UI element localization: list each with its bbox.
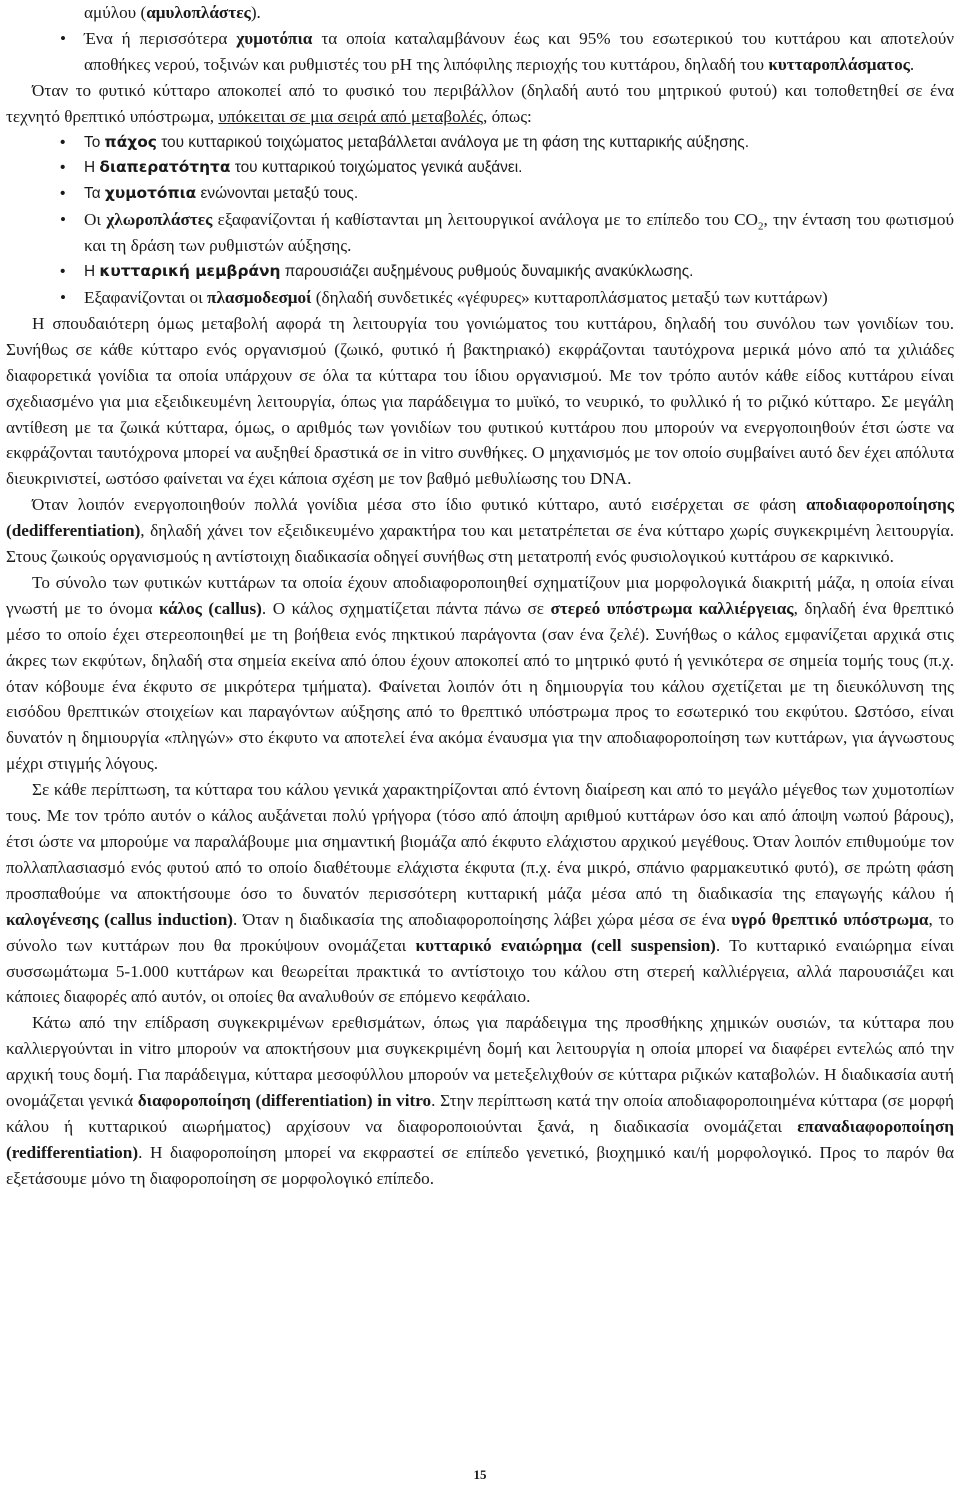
term-vacuoles: χυμοτόπια [236, 28, 313, 48]
term-dedifferentiation: αποδιαφοροποίησης (dedifferentiation) [6, 495, 954, 541]
paragraph-text: Το σύνολο των φυτικών κυττάρων τα οποία έχουν αποδιαφοροποιηθεί σχηματίζουν μια μορφολογικά διακριτή μάζα, η οποία είναι γνωστή με το όνομα [6, 572, 954, 618]
paragraph-text: Όταν το φυτικό κύτταρο αποκοπεί από το φυσικό του περιβάλλον (δηλαδή αυτό του μητρικού φυτού) και τοποθετηθεί σε ένα τεχνητό θρεπτικό υπόστρωμα, [6, 80, 954, 126]
intro-tail [6, 0, 954, 26]
term-amyloplasts: αμυλοπλάστες [146, 3, 251, 22]
paragraph-text: . Στην περίπτωση κατά την οποία αποδιαφοροποιημένα κύτταρα (σε μορφή κάλου ή κυτταρικού αιωρήματος) αρχίσουν να διαφοροποιούνται ξανά, η διαδικασία ονομάζεται [6, 1091, 955, 1136]
list-item-text: τα οποία καταλαμβάνουν έως και 95% του εσωτερικού του κυττάρου και αποτελούν αποθήκες νερού, τοξινών και ρυθμιστές του pH της λιπόφιλης περιοχής του κυττάρου, δηλαδή του [84, 28, 954, 74]
term-callus: κάλος (callus) [158, 598, 262, 618]
list-item-text: εξαφανίζονται ή καθίστανται μη λειτουργικοί ανάλογα με το επίπεδο του CO [212, 210, 758, 230]
changes-list-continued [6, 207, 954, 259]
list-item-text: . [909, 54, 915, 74]
list-item [6, 259, 954, 285]
list-item-text: (δηλαδή συνδετικές «γέφυρες» κυτταροπλάσματος μεταξύ των κυττάρων) [311, 287, 828, 307]
subscript-2: 2 [757, 220, 764, 233]
paragraph-text: . Η διαφοροποίηση μπορεί να εκφραστεί σε επίπεδο γενετικό, βιοχημικό και/ή μορφολογικό. Προς το παρόν θα εξετάσουμε μόνο τη διαφοροποίηση σε μορφολογικό επίπεδο. [6, 1142, 954, 1188]
paragraph-text: , δηλαδή χάνει τον εξειδικευμένο χαρακτήρα του και μετατρέπεται σε ένα κύτταρο χωρίς συγκεκριμένη λειτουργία. Στους ζωικούς οργανισμούς η αντίστοιχη διαδικασία οδηγεί συνήθως στη μετατροπή ενός φυσιολογικού κυττάρου σε καρκινικό. [6, 521, 954, 567]
term-cytoplasm: κυτταροπλάσματος [768, 54, 910, 74]
list-item-text: του κυτταρικού τοιχώματος μεταβάλλεται ανάλογα με τη φάση της κυτταρικής αύξησης. [156, 133, 749, 151]
list-item-text: Το [84, 133, 105, 151]
callus-paragraph [6, 570, 954, 777]
term-chloroplasts: χλωροπλάστες [106, 210, 213, 230]
list-item-text: παρουσιάζει αυξημένους ρυθμούς δυναμικής ανακύκλωσης. [280, 263, 694, 281]
paragraph-text: . Το κυτταρικό εναιώρημα είναι συσσωμάτωμα 5-1.000 κυττάρων και θεωρείται πρακτικά το αντίστοιχο του κάλου στη στερεή καλλιέργεια, αλλά παρουσιάζει και κάποιες διαφορές από αυτόν, οι οποίες θα αναλυθούν σε επόμενο κεφάλαιο. [6, 935, 954, 1007]
callus-induction-paragraph [6, 777, 954, 1010]
genome-paragraph: Η σπουδαιότερη όμως μεταβολή αφορά τη λειτουργία του γονιώματος του κυττάρου, δηλαδή του συνόλου των γονιδίων του. Συνήθως σε κάθε κύτταρο ενός οργανισμού (ζωικό, φυτικό ή βακτηριακό) εκφράζονται ταυτόχρονα μερικά μόνο από τα χιλιάδες διαφορετικά γονίδια τα οποία υπάρχουν σε όλα τα κύτταρα του ίδιου οργανισμού. Με τον τρόπο αυτόν κάθε είδος κυττάρου είναι σχεδιασμένο για μια εξειδικευμένη λειτουργία, όπως για παράδειγμα το μυϊκό, το νευρικό, το φυλλικό ή το ριζικό κύτταρο. Σε μεγάλη αντίθεση με τα ζωικά κύτταρα, όμως, ο αριθμός των γονιδίων του φυτικού κυττάρου που μπορούν να ενεργοποιηθούν έτσι ώστε να εκφράζονται ταυτόχρονα μπορεί να αυξηθεί δραστικά σε in vitro συνθήκες. Ο μηχανισμός με τον οποίο συμβαίνει αυτό δεν έχει απόλυτα διευκρινιστεί, ωστόσο φαίνεται να έχει κάποια σχέση με τον βαθμό μεθυλίωσης του DNA. [6, 313, 954, 489]
paragraph-text: , δηλαδή ένα θρεπτικό μέσο το οποίο έχει στερεοποιηθεί με τη βοήθεια ενός πηκτικού παράγοντα (σαν ένα ζελέ). Συνήθως ο κάλος εμφανίζεται αρχικά στις άκρες των εκφύτων, δηλαδή στα σημεία εκείνα από όπου έχουν αποκοπεί από το μητρικό φυτό ή γενικότερα σε σημεία τομής τους (π.χ. όταν κόβουμε ένα έκφυτο σε μικρότερα τμήματα). Φαίνεται λοιπόν ότι η δημιουργία του κάλου σχετίζεται με τη διευκόλυνση της εισόδου θρεπτικών στοιχείων και παραγόντων αύξησης από το θρεπτικό υπόστρωμα προς το εσωτερικό του εκφύτου. Ωστόσο, είναι δυνατόν η δημιουργία «πληγών» στο έκφυτο να αποτελεί ένα ακόμα έναυσμα για την αποδιαφοροποίηση των κυττάρων, για άγνωστους μέχρι στιγμής λόγους. [6, 598, 955, 774]
paragraph-text: Κάτω από την επίδραση συγκεκριμένων ερεθισμάτων, όπως για παράδειγμα της προσθήκης χημικών ουσιών, τα κύτταρα που καλλιεργούνται in vitro μπορούν να αποκτήσουν μια συγκεκριμένη δομή και λειτουργία η οποία μπορεί να διαφέρει εντελώς από την αρχική τους δομή. Για παράδειγμα, κύτταρα μεσοφύλλου μπορούν να μετεξελιχθούν σε κύτταρα ριζικών καταβολών. Η διαδικασία αυτή ονομάζεται γενικά [6, 1013, 954, 1111]
list-item-text: Εξαφανίζονται οι [84, 287, 208, 307]
paragraph-text: Σε κάθε περίπτωση, τα κύτταρα του κάλου γενικά χαρακτηρίζονται από έντονη διαίρεση και από το μεγάλο μέγεθος των χυμοτοπίων τους. Με τον τρόπο αυτόν ο κάλος αυξάνεται πολύ γρήγορα (τόσο από άποψη αριθμού κυττάρων όσο και από άποψη νωπού βάρους), έτσι ώστε να μπορούμε να παραλάβουμε μια σημαντική βιομάζα από έκφυτο ελάχιστου αρχικού μεγέθους. Όταν λοιπόν επιθυμούμε τον πολλαπλασιασμό ενός φυτού από το οποίο διαθέτουμε ελάχιστα έκφυτα (π.χ. ένα μικρό, σπάνιο φαρμακευτικό φυτό), σε πρώτη φάση προσπαθούμε να αποκτήσουμε όσο το δυνατόν περισσότερη κυτταρική μάζα μέσα από τη διαδικασία της επαγωγής κάλου ή [6, 780, 954, 903]
paragraph-text: , το σύνολο των κυττάρων που θα προκύψουν ονομάζεται [6, 909, 954, 955]
changes-list-membrane [6, 259, 954, 285]
term-vacuoles: χυμοτόπια [104, 184, 197, 203]
page-number: 15 [473, 1467, 487, 1482]
list-item [6, 207, 954, 259]
intro-tail-end: ). [250, 3, 261, 22]
term-plasmodesmata: πλασμοδεσμοί [207, 287, 312, 307]
list-item [6, 26, 954, 78]
list-item [6, 155, 954, 181]
term-solid-medium: στερεό υπόστρωμα καλλιέργειας [550, 598, 794, 618]
term-thickness: πάχος [104, 132, 157, 151]
list-item [6, 285, 954, 311]
list-item-text: του κυτταρικού τοιχώματος γενικά αυξάνει. [230, 159, 523, 177]
underlined-phrase: υπόκειται σε μια σειρά από μεταβολές [218, 106, 484, 126]
term-permeability: διαπερατότητα [99, 158, 231, 177]
list-item-text: Η [84, 159, 100, 177]
paragraph-text: . Ο κάλος σχηματίζεται πάντα πάνω σε [261, 598, 551, 618]
list-item-text: , την ένταση του φωτισμού και τη δράση των ρυθμιστών αύξησης. [84, 210, 954, 256]
list-item-text: Η [84, 263, 100, 281]
intro-tail-text: αμύλου ( [84, 3, 147, 22]
paragraph-text: , όπως: [483, 106, 532, 126]
term-cell-suspension: κυτταρικό εναιώρημα (cell suspension) [415, 935, 716, 955]
changes-list [6, 130, 954, 208]
list-item-text: Ένα ή περισσότερα [84, 28, 237, 48]
list-item-text: ενώνονται μεταξύ τους. [196, 185, 359, 203]
changes-list-plasmodesmata [6, 285, 954, 311]
paragraph-text: . Όταν η διαδικασία της αποδιαφοροποίησης λάβει χώρα μέσα σε ένα [233, 909, 732, 929]
list-item-text: Οι [84, 210, 107, 230]
list-item-text: Τα [84, 185, 105, 203]
term-differentiation: διαφοροποίηση (differentiation) in vitro [137, 1091, 432, 1111]
term-cell-membrane: κυτταρική μεμβράνη [99, 262, 281, 281]
list-item [6, 181, 954, 207]
paragraph-text: Όταν λοιπόν ενεργοποιηθούν πολλά γονίδια μέσα στο ίδιο φυτικό κύτταρο, αυτό εισέρχεται σε φάση [32, 495, 806, 515]
list-item [6, 130, 954, 156]
organelle-list [6, 26, 954, 78]
dedifferentiation-paragraph [6, 492, 954, 570]
term-callus-induction: καλογένεσης (callus induction) [6, 909, 233, 929]
changes-lead-paragraph [6, 78, 954, 130]
term-liquid-medium: υγρό θρεπτικό υπόστρωμα [731, 909, 929, 929]
differentiation-paragraph [6, 1010, 954, 1191]
term-redifferentiation: επαναδιαφοροποίηση (redifferentiation) [6, 1116, 954, 1162]
